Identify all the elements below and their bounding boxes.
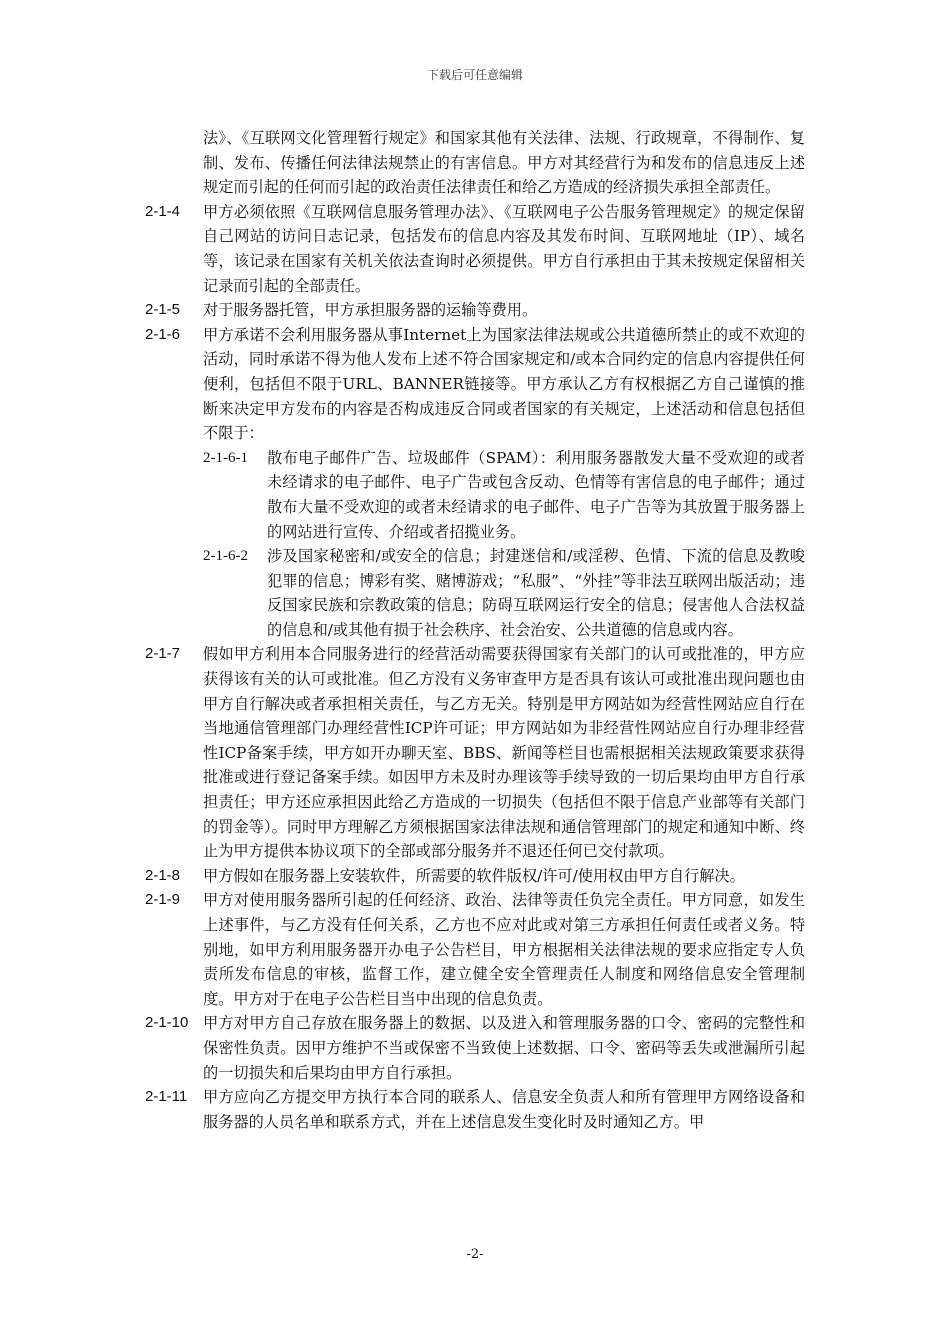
clause-text: 甲方承诺不会利用服务器从事Internet上为国家法律法规或公共道德所禁止的或不欢迎的活动，同时承诺不得为他人发布上述不符合国家规定和/或本合同约定的信息内容提供任何便利，包括但不限于URL、BANNER链接等。甲方承认乙方有权根据乙方自己谨慎的推断来决定甲方发布的内容是否构成违反合同或者国家的有关规定，上述活动和信息包括但不限于： — [203, 325, 805, 443]
clause-number: 2-1-10 — [145, 1014, 189, 1032]
clause-number: 2-1-4 — [145, 202, 181, 220]
subclause-2-1-6-2 — [203, 544, 805, 642]
subclause-text: 散布电子邮件广告、垃圾邮件（SPAM）：利用服务器散发大量不受欢迎的或者未经请求的电子邮件、电子广告或包含反动、色情等有害信息的电子邮件；通过散布大量不受欢迎的或者未经请求的电子邮件、电子广告等为其放置于服务器上的网站进行宣传、介绍或者招揽业务。 — [267, 448, 805, 541]
clause-number: 2-1-5 — [145, 301, 181, 319]
subclause-number: 2-1-6-2 — [203, 548, 248, 565]
clause-2-1-6 — [145, 323, 805, 446]
clause-number: 2-1-8 — [145, 866, 181, 884]
clause-number: 2-1-11 — [145, 1088, 188, 1106]
subclause-2-1-6-1 — [203, 446, 805, 544]
page-header-note: 下载后可任意编辑 — [426, 68, 523, 82]
clause-text: 甲方必须依照《互联网信息服务管理办法》、《互联网电子公告服务管理规定》的规定保留自己网站的访问日志记录，包括发布的信息内容及其发布时间、互联网地址（IP）、域名等，该记录在国家有关机关依法查询时必须提供。甲方自行承担由于其未按规定保留相关记录而引起的全部责任。 — [203, 202, 805, 295]
clause-number: 2-1-6 — [145, 325, 181, 343]
clause-text: 甲方应向乙方提交甲方执行本合同的联系人、信息安全负责人和所有管理甲方网络设备和服务器的人员名单和联系方式，并在上述信息发生变化时及时通知乙方。甲 — [203, 1088, 805, 1131]
clause-2-1-8 — [145, 864, 805, 889]
clause-text: 甲方对甲方自己存放在服务器上的数据、以及进入和管理服务器的口令、密码的完整性和保密性负责。因甲方维护不当或保密不当致使上述数据、口令、密码等丢失或泄漏所引起的一切损失和后果均由甲方自行承担。 — [203, 1014, 805, 1082]
clause-2-1-7 — [145, 642, 805, 863]
document-body — [145, 126, 805, 1134]
clause-number: 2-1-9 — [145, 891, 181, 909]
page-number: -2- — [466, 1247, 484, 1262]
clause-text: 假如甲方利用本合同服务进行的经营活动需要获得国家有关部门的认可或批准的，甲方应获得该有关的认可或批准。但乙方没有义务审查甲方是否具有该认可或批准出现问题也由甲方自行解决或者承担相关责任，与乙方无关。特别是甲方网站如为经营性网站应自行在当地通信管理部门办理经营性ICP许可证；甲方网站如为非经营性网站应自行办理非经营性ICP备案手续，甲方如开办聊天室、BBS、新闻等栏目也需根据相关法规政策要求获得批准或进行登记备案手续。如因甲方未及时办理该等手续导致的一切后果均由甲方自行承担责任；甲方还应承担因此给乙方造成的一切损失（包括但不限于信息产业部等有关部门的罚金等）。同时甲方理解乙方须根据国家法律法规和通信管理部门的规定和通知中断、终止为甲方提供本协议项下的全部或部分服务并不退还任何已交付款项。 — [203, 645, 805, 861]
clause-text: 对于服务器托管，甲方承担服务器的运输等费用。 — [203, 301, 538, 320]
subclause-text: 涉及国家秘密和/或安全的信息；封建迷信和/或淫秽、色情、下流的信息及教唆犯罪的信息；博彩有奖、赌博游戏；“私服”、“外挂”等非法互联网出版活动；违反国家民族和宗教政策的信息；防碍互联网运行安全的信息；侵害他人合法权益的信息和/或其他有损于社会秩序、社会治安、公共道德的信息或内容。 — [267, 547, 805, 639]
clause-2-1-11 — [145, 1085, 805, 1134]
subclause-number: 2-1-6-1 — [203, 449, 248, 466]
clause-2-1-5 — [145, 298, 805, 323]
clause-text: 甲方对使用服务器所引起的任何经济、政治、法律等责任负完全责任。甲方同意，如发生上述事件，与乙方没有任何关系，乙方也不应对此或对第三方承担任何责任或者义务。特别地，如甲方利用服务器开办电子公告栏目，甲方根据相关法律法规的要求应指定专人负责所发布信息的审核，监督工作，建立健全安全管理责任人制度和网络信息安全管理制度。甲方对于在电子公告栏目当中出现的信息负责。 — [203, 891, 805, 1008]
clause-text: 甲方假如在服务器上安装软件，所需要的软件版权/许可/使用权由甲方自行解决。 — [203, 866, 745, 885]
clause-2-1-9 — [145, 888, 805, 1011]
clause-2-1-4 — [145, 200, 805, 298]
clause-2-1-10 — [145, 1011, 805, 1085]
clause-number: 2-1-7 — [145, 645, 181, 663]
intro-paragraph: 法》、《互联网文化管理暂行规定》和国家其他有关法律、法规、行政规章，不得制作、复制、发布、传播任何法律法规禁止的有害信息。甲方对其经营行为和发布的信息违反上述规定而引起的任何而引起的政治责任法律责任和给乙方造成的经济损失承担全部责任。 — [203, 129, 805, 197]
